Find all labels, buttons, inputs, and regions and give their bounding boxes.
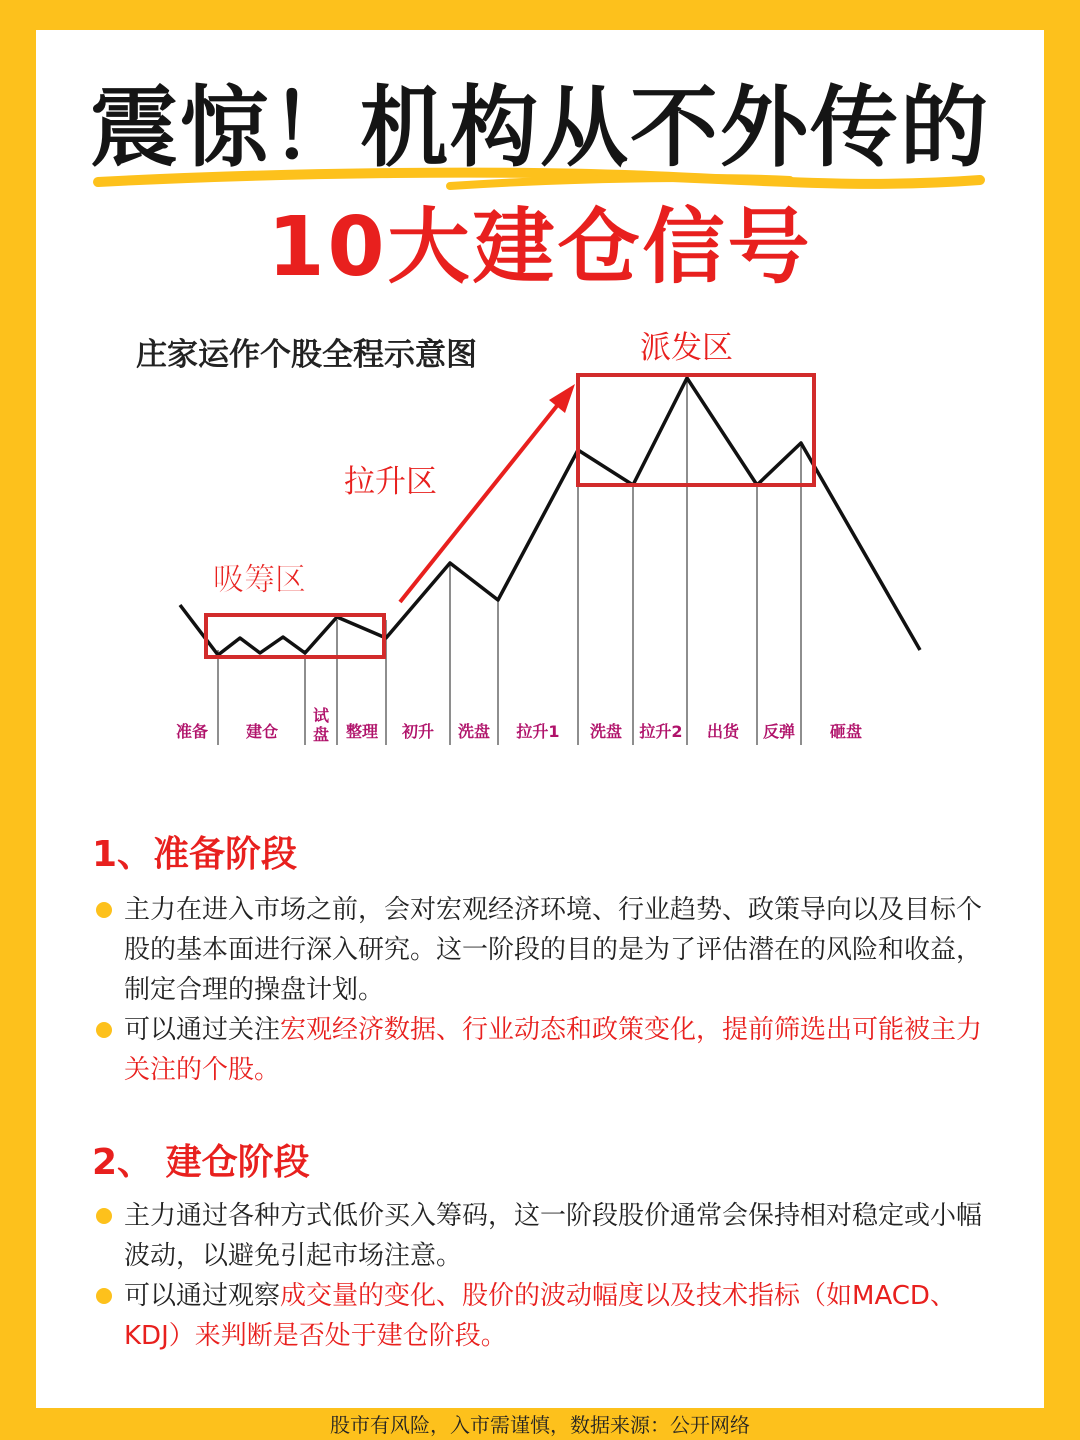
stage-label: 初升 [401,722,435,741]
stage-label: 整理 [345,722,379,741]
stage-label: 砸盘 [829,722,863,741]
accumulation-zone-box [206,615,384,657]
section-2-bullet-2: 可以通过观察成交量的变化、股价的波动幅度以及技术指标（如MACD、KDJ）来判断是否处于建仓阶段。 [124,1276,1004,1356]
stage-label: 洗盘 [457,722,491,741]
stage-label: 准备 [175,722,209,741]
bullet-dot-icon [96,1208,112,1224]
bullet-dot-icon [96,902,112,918]
section-1-bullet-2: 可以通过关注宏观经济数据、行业动态和政策变化，提前筛选出可能被主力关注的个股。 [124,1010,1004,1090]
page-subtitle: 10大建仓信号 [267,200,813,295]
stage-label: 出货 [706,722,740,741]
section-1-bullet-1: 主力在进入市场之前，会对宏观经济环境、行业趋势、政策导向以及目标个股的基本面进行深入研究。这一阶段的目的是为了评估潜在的风险和收益，制定合理的操盘计划。 [124,890,1004,1010]
footer-disclaimer: 股市有风险，入市需谨慎，数据来源：公开网络 [330,1413,750,1437]
diagram-title: 庄家运作个股全程示意图 [136,337,477,373]
section-title-build: 2、 建仓阶段 [92,1142,310,1183]
stage-label: 洗盘 [589,722,623,741]
market-maker-cycle-diagram [120,320,940,780]
stage-label: 拉升2 [639,722,683,741]
stage-label: 拉升1 [516,722,560,741]
stage-dividers [218,375,801,745]
stage-label: 盘 [312,725,330,744]
zone-label-distribution: 派发区 [640,330,733,366]
bullet-dot-icon [96,1288,112,1304]
stage-label: 建仓 [245,722,279,741]
page-title: 震惊！机构从不外传的 [89,76,990,179]
section-2-bullet-1: 主力通过各种方式低价买入筹码，这一阶段股价通常会保持相对稳定或小幅波动，以避免引起市场注意。 [124,1196,1004,1276]
section-title-prepare: 1、准备阶段 [92,834,298,875]
zone-label-rise: 拉升区 [344,464,437,500]
stage-label: 试 [312,706,330,725]
stage-label: 反弹 [762,722,796,741]
bullet-dot-icon [96,1022,112,1038]
rise-arrow [400,402,560,602]
zone-label-accumulation: 吸筹区 [213,562,306,598]
